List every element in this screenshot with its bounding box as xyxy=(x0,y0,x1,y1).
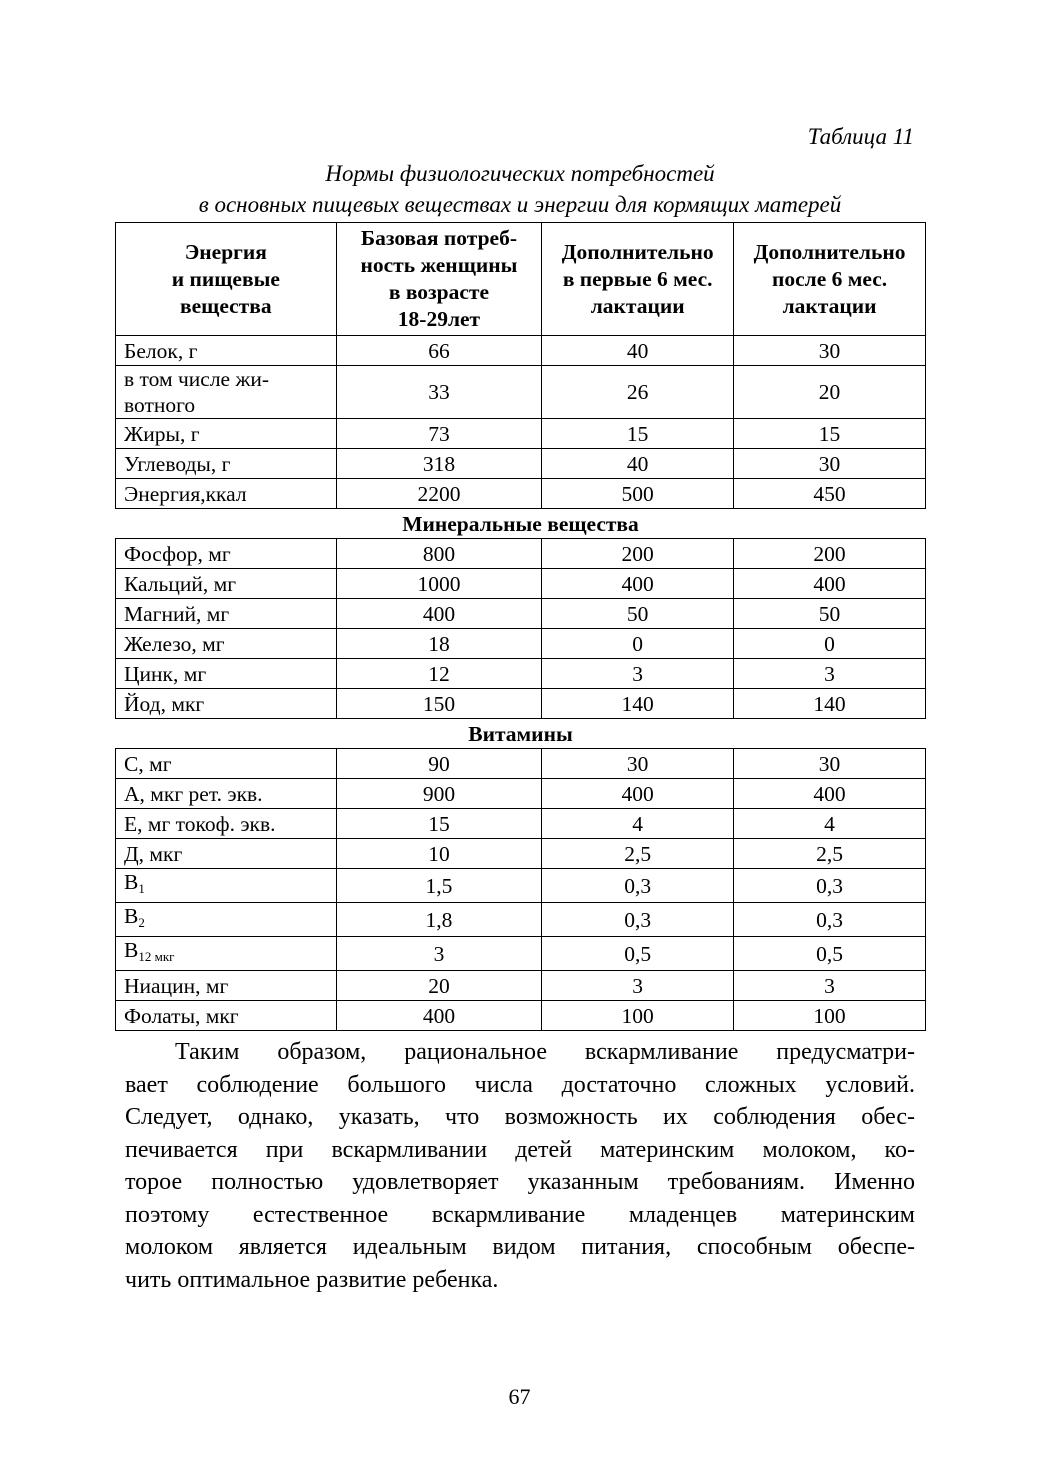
header-line: ность женщины xyxy=(360,253,518,277)
header-line: и пищевые xyxy=(171,266,280,291)
row-name-text: Д, мкг xyxy=(124,841,183,866)
row-name xyxy=(116,839,337,869)
row-base: 1000 xyxy=(336,569,542,599)
row-after6: 2,5 xyxy=(734,839,926,869)
row-after6: 200 xyxy=(734,539,926,569)
table-row xyxy=(116,1001,926,1031)
paragraph-line: чить оптимальное развитие ребенка. xyxy=(125,1266,499,1293)
paragraph-line: Таким образом, рациональное вскармливание предусматри- xyxy=(175,1039,915,1065)
row-name-subscript: 2 xyxy=(138,915,145,930)
row-base: 18 xyxy=(336,629,542,659)
header-line: вещества xyxy=(180,293,272,318)
row-first6: 400 xyxy=(542,569,734,599)
row-name-text: Цинк, мг xyxy=(124,661,207,686)
vitamins-body xyxy=(116,749,926,1031)
row-name xyxy=(116,539,337,569)
row-name xyxy=(116,599,337,629)
row-name xyxy=(116,569,337,599)
row-base: 90 xyxy=(336,749,542,779)
row-after6: 4 xyxy=(734,809,926,839)
row-name-text: С, мг xyxy=(124,751,172,776)
row-after6: 30 xyxy=(734,336,926,366)
row-name xyxy=(116,659,337,689)
header-line: в возрасте xyxy=(388,280,490,304)
row-first6: 500 xyxy=(542,479,734,509)
section-title: Минеральные вещества xyxy=(116,509,926,539)
table-row xyxy=(116,869,926,903)
table-row xyxy=(116,449,926,479)
row-after6: 20 xyxy=(734,366,926,419)
table-row xyxy=(116,479,926,509)
row-name-text: Е, мг токоф. экв. xyxy=(124,811,276,836)
row-after6: 400 xyxy=(734,569,926,599)
header-line: 18-29лет xyxy=(397,307,481,331)
paragraph-line: поэтому естественное вскармливание младенцев материнским xyxy=(125,1201,915,1228)
section-title: Витамины xyxy=(116,719,926,749)
row-first6: 40 xyxy=(542,336,734,366)
page-number: 67 xyxy=(508,1384,531,1409)
row-first6: 0,5 xyxy=(542,937,734,971)
table-row xyxy=(116,779,926,809)
row-base: 20 xyxy=(336,971,542,1001)
row-name xyxy=(116,903,337,937)
header-after6 xyxy=(734,223,926,336)
row-first6: 50 xyxy=(542,599,734,629)
row-first6: 0,3 xyxy=(542,869,734,903)
row-first6: 26 xyxy=(542,366,734,419)
caption-line: в основных пищевых веществах и энергии для кормящих матерей xyxy=(198,192,842,217)
paragraph-line: молоком является идеальным видом питания, способным обеспе- xyxy=(125,1234,915,1260)
table-row xyxy=(116,599,926,629)
row-after6: 3 xyxy=(734,659,926,689)
row-first6: 140 xyxy=(542,689,734,719)
header-base xyxy=(336,223,542,336)
paragraph-line: торое полностью удовлетворяет указанным требованиям. Именно xyxy=(125,1169,915,1195)
row-name-text: Магний, мг xyxy=(124,601,230,626)
row-first6: 100 xyxy=(542,1001,734,1031)
row-name: Белок, г xyxy=(116,336,337,366)
table-row xyxy=(116,366,926,419)
header-first6 xyxy=(542,223,734,336)
row-name xyxy=(116,937,337,971)
header-line: Энергия xyxy=(184,239,267,264)
row-after6: 140 xyxy=(734,689,926,719)
row-base: 2200 xyxy=(336,479,542,509)
row-name-text: В xyxy=(124,870,139,894)
section-row-minerals xyxy=(116,509,926,539)
row-name xyxy=(116,809,337,839)
paragraph-line: печивается при вскармливании детей материнским молоком, ко- xyxy=(125,1136,915,1163)
row-after6: 50 xyxy=(734,599,926,629)
table-row xyxy=(116,539,926,569)
row-first6: 200 xyxy=(542,539,734,569)
table-row xyxy=(116,839,926,869)
table-row xyxy=(116,629,926,659)
row-first6: 40 xyxy=(542,449,734,479)
row-base: 1,5 xyxy=(336,869,542,903)
row-base: 15 xyxy=(336,809,542,839)
row-after6: 400 xyxy=(734,779,926,809)
row-name xyxy=(116,869,337,903)
row-after6: 0,3 xyxy=(734,869,926,903)
table-row xyxy=(116,689,926,719)
row-name: Энергия,ккал xyxy=(116,479,337,509)
row-name-text: Фосфор, мг xyxy=(124,541,231,566)
row-name-line: вотного xyxy=(124,393,196,417)
row-base: 10 xyxy=(336,839,542,869)
table-row xyxy=(116,809,926,839)
table-row xyxy=(116,419,926,449)
row-name xyxy=(116,629,337,659)
row-name xyxy=(116,779,337,809)
header-nutrient xyxy=(116,223,337,336)
row-name-text: В xyxy=(124,938,139,962)
paragraph-line: Следует, однако, указать, что возможность их соблюдения обес- xyxy=(125,1104,915,1130)
row-first6: 0,3 xyxy=(542,903,734,937)
row-base: 12 xyxy=(336,659,542,689)
row-after6: 3 xyxy=(734,971,926,1001)
table-row xyxy=(116,569,926,599)
row-after6: 0 xyxy=(734,629,926,659)
table-caption xyxy=(115,158,925,220)
row-name-text: Фолаты, мкг xyxy=(124,1003,239,1028)
row-name-text: А, мкг рет. экв. xyxy=(124,781,263,806)
row-after6: 0,3 xyxy=(734,903,926,937)
header-line: Базовая потреб- xyxy=(360,226,518,250)
row-first6: 4 xyxy=(542,809,734,839)
row-after6: 100 xyxy=(734,1001,926,1031)
body-paragraph xyxy=(125,1036,915,1296)
row-first6: 2,5 xyxy=(542,839,734,869)
row-base: 318 xyxy=(336,449,542,479)
row-base: 400 xyxy=(336,599,542,629)
row-after6: 30 xyxy=(734,449,926,479)
header-line: Дополнительно xyxy=(561,239,714,264)
section-row-vitamins xyxy=(116,719,926,749)
row-name: Углеводы, г xyxy=(116,449,337,479)
row-first6: 3 xyxy=(542,971,734,1001)
nutrient-norms-table xyxy=(115,222,926,1031)
row-name-subscript: 12 мкг xyxy=(138,949,175,964)
row-name xyxy=(116,1001,337,1031)
row-base: 150 xyxy=(336,689,542,719)
header-line: в первые 6 мес. xyxy=(562,266,713,291)
row-after6: 15 xyxy=(734,419,926,449)
row-name: Жиры, г xyxy=(116,419,337,449)
row-first6: 400 xyxy=(542,779,734,809)
header-line: лактации xyxy=(590,293,685,318)
header-line: Дополнительно xyxy=(753,239,906,264)
row-after6: 30 xyxy=(734,749,926,779)
row-name-text: Кальций, мг xyxy=(124,571,237,596)
row-name-text: Йод, мкг xyxy=(124,691,205,716)
row-first6: 15 xyxy=(542,419,734,449)
row-base: 800 xyxy=(336,539,542,569)
row-first6: 3 xyxy=(542,659,734,689)
caption-line: Нормы физиологических потребностей xyxy=(325,161,715,186)
row-name xyxy=(116,689,337,719)
table-header-row xyxy=(116,223,926,336)
row-name-subscript: 1 xyxy=(138,881,145,896)
row-name xyxy=(116,971,337,1001)
minerals-body xyxy=(116,539,926,719)
row-first6: 0 xyxy=(542,629,734,659)
header-line: после 6 мес. xyxy=(771,266,888,291)
row-base: 900 xyxy=(336,779,542,809)
table-row xyxy=(116,749,926,779)
table-number-label: Таблица 11 xyxy=(807,124,914,149)
table-row xyxy=(116,336,926,366)
row-after6: 0,5 xyxy=(734,937,926,971)
header-line: лактации xyxy=(782,293,877,318)
row-first6: 30 xyxy=(542,749,734,779)
row-name-text: В xyxy=(124,904,139,928)
row-name xyxy=(116,366,337,419)
row-base: 33 xyxy=(336,366,542,419)
row-name-line: в том числе жи- xyxy=(124,367,269,391)
row-base: 400 xyxy=(336,1001,542,1031)
table-row xyxy=(116,659,926,689)
row-base: 3 xyxy=(336,937,542,971)
row-name-text: Ниацин, мг xyxy=(124,973,229,998)
table-row xyxy=(116,937,926,971)
row-name xyxy=(116,749,337,779)
table-row xyxy=(116,903,926,937)
row-base: 66 xyxy=(336,336,542,366)
table-row xyxy=(116,971,926,1001)
row-base: 73 xyxy=(336,419,542,449)
row-after6: 450 xyxy=(734,479,926,509)
paragraph-line: вает соблюдение большого числа достаточно сложных условий. xyxy=(125,1071,915,1098)
row-name-text: Железо, мг xyxy=(124,631,225,656)
row-base: 1,8 xyxy=(336,903,542,937)
